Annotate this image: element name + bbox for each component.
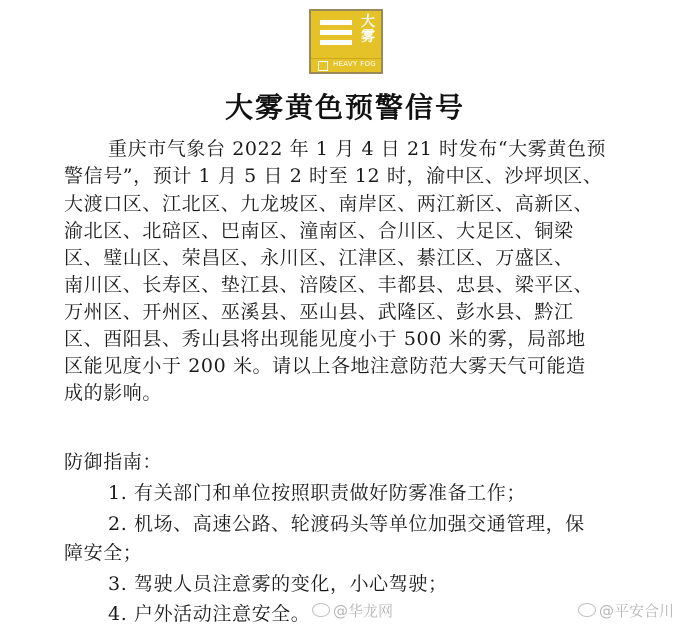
- watermark-right-text: @平安合川: [599, 602, 675, 620]
- guide-item: 4. 户外活动注意安全。: [108, 603, 311, 625]
- icon-en-text: HEAVY FOG: [333, 60, 376, 68]
- weibo-icon: [312, 603, 330, 617]
- fog-bars-icon: [320, 20, 352, 50]
- announcement-line: 区能见度小于 200 米。请以上各地注意防范大雾天气可能造: [64, 355, 586, 377]
- announcement-line: 渝北区、北碚区、巴南区、潼南区、合川区、大足区、铜梁: [64, 220, 574, 242]
- watermark-left-text: @华龙网: [333, 602, 394, 620]
- announcement-line: 区、璧山区、荣昌区、永川区、江津区、綦江区、万盛区、: [64, 247, 574, 269]
- announcement-line: 重庆市气象台 2022 年 1 月 4 日 21 时发布“大雾黄色预: [108, 138, 607, 160]
- watermark-left: [312, 600, 393, 621]
- weibo-icon: [578, 603, 596, 617]
- guide-item: 障安全；: [64, 542, 143, 564]
- announcement-line: 大渡口区、江北区、九龙坡区、南岸区、两江新区、高新区、: [64, 193, 594, 215]
- icon-zh-text: 大 雾: [361, 14, 375, 45]
- announcement-line: 区、酉阳县、秀山县将出现能见度小于 500 米的雾，局部地: [64, 328, 586, 350]
- heavy-fog-warning-icon: [309, 9, 383, 74]
- guide-item: 3. 驾驶人员注意雾的变化，小心驾驶；: [108, 573, 448, 595]
- guide-heading: 防御指南：: [64, 451, 163, 473]
- guide-item: 2. 机场、高速公路、轮渡码头等单位加强交通管理，保: [108, 513, 585, 535]
- announcement-line: 万州区、开州区、巫溪县、巫山县、武隆区、彭水县、黔江: [64, 301, 574, 323]
- icon-label-strip: [311, 58, 381, 72]
- guide-item: 1. 有关部门和单位按照职责做好防雾准备工作；: [108, 482, 526, 504]
- page-title: 大雾黄色预警信号: [224, 91, 465, 124]
- square-icon: [318, 61, 328, 71]
- watermark-right: [578, 600, 674, 621]
- announcement-line: 成的影响。: [64, 382, 163, 404]
- announcement-line: 警信号”，预计 1 月 5 日 2 时至 12 时，渝中区、沙坪坝区、: [64, 165, 603, 187]
- announcement-line: 南川区、长寿区、垫江县、涪陵区、丰都县、忠县、梁平区、: [64, 274, 594, 296]
